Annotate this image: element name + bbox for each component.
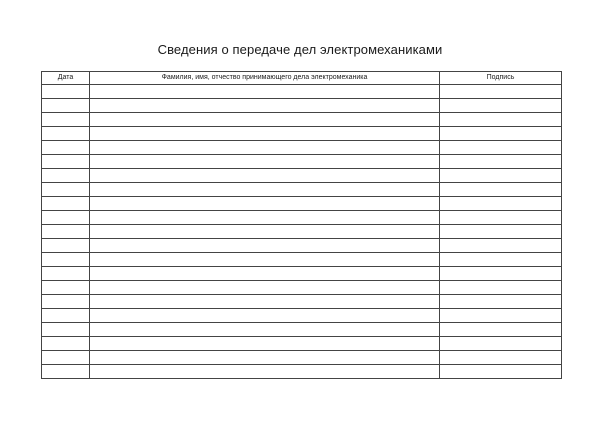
date-cell <box>42 127 90 141</box>
table-row <box>42 323 562 337</box>
date-cell <box>42 281 90 295</box>
date-cell <box>42 113 90 127</box>
full-name-cell <box>90 351 440 365</box>
full-name-cell <box>90 141 440 155</box>
table-body <box>42 85 562 379</box>
column-header-signature: Подпись <box>440 72 562 85</box>
date-cell <box>42 169 90 183</box>
date-cell <box>42 337 90 351</box>
signature-cell <box>440 197 562 211</box>
table-row <box>42 211 562 225</box>
date-cell <box>42 365 90 379</box>
table-row <box>42 197 562 211</box>
date-cell <box>42 323 90 337</box>
signature-cell <box>440 239 562 253</box>
signature-cell <box>440 141 562 155</box>
date-cell <box>42 239 90 253</box>
table-row <box>42 351 562 365</box>
full-name-cell <box>90 267 440 281</box>
date-cell <box>42 197 90 211</box>
signature-cell <box>440 351 562 365</box>
date-cell <box>42 295 90 309</box>
full-name-cell <box>90 323 440 337</box>
signature-cell <box>440 113 562 127</box>
date-cell <box>42 183 90 197</box>
signature-cell <box>440 309 562 323</box>
table-row <box>42 267 562 281</box>
table-row <box>42 169 562 183</box>
signature-cell <box>440 127 562 141</box>
full-name-cell <box>90 309 440 323</box>
date-cell <box>42 211 90 225</box>
table-row <box>42 141 562 155</box>
full-name-cell <box>90 225 440 239</box>
table-row <box>42 113 562 127</box>
full-name-cell <box>90 183 440 197</box>
signature-cell <box>440 365 562 379</box>
table-row <box>42 239 562 253</box>
date-cell <box>42 85 90 99</box>
signature-cell <box>440 183 562 197</box>
full-name-cell <box>90 127 440 141</box>
date-cell <box>42 351 90 365</box>
table-row <box>42 365 562 379</box>
table-row <box>42 85 562 99</box>
full-name-cell <box>90 211 440 225</box>
table-row <box>42 337 562 351</box>
signature-cell <box>440 99 562 113</box>
full-name-cell <box>90 295 440 309</box>
full-name-cell <box>90 281 440 295</box>
full-name-cell <box>90 197 440 211</box>
signature-cell <box>440 295 562 309</box>
signature-cell <box>440 225 562 239</box>
table-row <box>42 183 562 197</box>
date-cell <box>42 225 90 239</box>
table-row <box>42 155 562 169</box>
page-title: Сведения о передаче дел электромеханиками <box>157 42 443 57</box>
table-row <box>42 225 562 239</box>
full-name-cell <box>90 85 440 99</box>
full-name-cell <box>90 169 440 183</box>
date-cell <box>42 141 90 155</box>
signature-cell <box>440 85 562 99</box>
date-cell <box>42 267 90 281</box>
signature-cell <box>440 253 562 267</box>
full-name-cell <box>90 239 440 253</box>
column-header-date: Дата <box>42 72 90 85</box>
column-header-full-name: Фамилия, имя, отчество принимающего дела электромеханика <box>90 72 440 85</box>
handover-log-table <box>41 71 562 379</box>
signature-cell <box>440 337 562 351</box>
table-header-row <box>42 72 562 85</box>
date-cell <box>42 309 90 323</box>
signature-cell <box>440 267 562 281</box>
table-row <box>42 127 562 141</box>
signature-cell <box>440 323 562 337</box>
signature-cell <box>440 169 562 183</box>
full-name-cell <box>90 155 440 169</box>
table-row <box>42 99 562 113</box>
signature-cell <box>440 281 562 295</box>
table-row <box>42 253 562 267</box>
full-name-cell <box>90 113 440 127</box>
full-name-cell <box>90 337 440 351</box>
date-cell <box>42 99 90 113</box>
full-name-cell <box>90 365 440 379</box>
full-name-cell <box>90 99 440 113</box>
signature-cell <box>440 211 562 225</box>
table-row <box>42 295 562 309</box>
full-name-cell <box>90 253 440 267</box>
date-cell <box>42 253 90 267</box>
signature-cell <box>440 155 562 169</box>
table-row <box>42 281 562 295</box>
table-row <box>42 309 562 323</box>
date-cell <box>42 155 90 169</box>
